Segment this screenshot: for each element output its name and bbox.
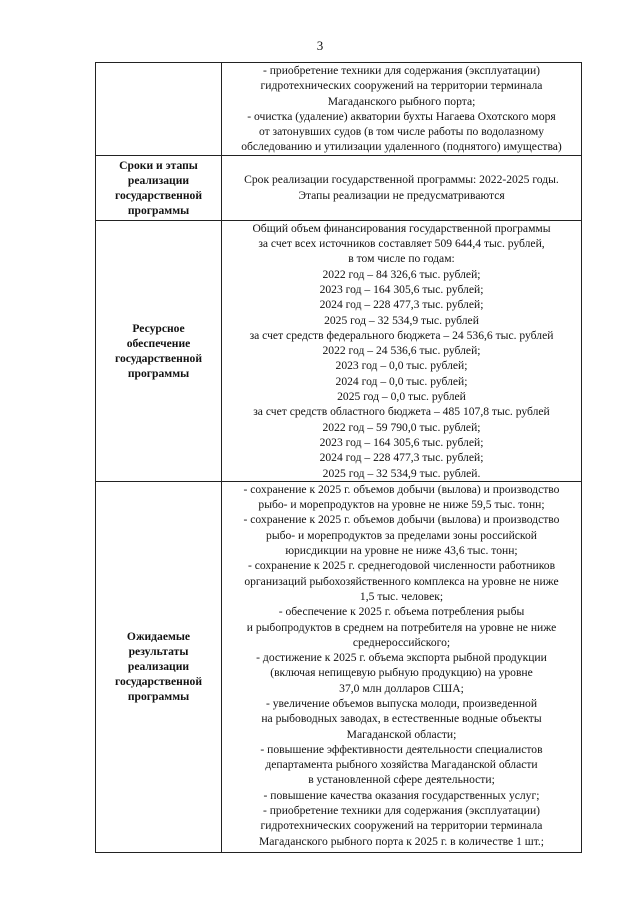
row-label-line: реализации (127, 660, 190, 674)
row-content-line: за счет всех источников составляет 509 644,4 тыс. рублей, (258, 237, 545, 251)
row-content-line: - очистка (удаление) акватории бухты Нагаева Охотского моря (247, 109, 556, 123)
row-label (96, 63, 222, 156)
row-content-line: Срок реализации государственной программы: 2022-2025 годы. (244, 173, 559, 187)
row-content-line: 2022 год – 24 536,6 тыс. рублей; (322, 344, 481, 358)
row-label-line: государственной (114, 188, 203, 202)
row-content (222, 481, 582, 852)
row-label-line: реализации (127, 173, 190, 187)
row-content-line: - сохранение к 2025 г. объемов добычи (вылова) и производство (243, 482, 560, 496)
table-row-resource-support (96, 220, 582, 481)
row-content-line: 2024 год – 228 477,3 тыс. рублей; (319, 451, 484, 465)
row-content-line: - сохранение к 2025 г. среднегодовой численности работников (247, 559, 556, 573)
row-content-line: гидротехнических сооружений на территории терминала (260, 819, 543, 833)
row-label (96, 155, 222, 220)
row-label-line: программы (127, 366, 190, 380)
row-label (96, 481, 222, 852)
row-content-line: Магаданского рыбного порта к 2025 г. в количестве 1 шт.; (258, 834, 545, 848)
row-content-line: 2023 год – 164 305,6 тыс. рублей; (319, 282, 484, 296)
row-content-line: - повышение качества оказания государственных услуг; (263, 788, 540, 802)
row-label-line: обеспечение (126, 336, 191, 350)
row-content-line: - приобретение техники для содержания (эксплуатации) (262, 64, 541, 77)
row-content-line: от затонувших судов (в том числе работы по водолазному (258, 125, 545, 139)
row-content-line: Этапы реализации не предусматриваются (298, 188, 505, 202)
row-content (222, 63, 582, 156)
row-label (96, 220, 222, 481)
row-label-line: Ожидаемые (126, 630, 191, 644)
table-row-measures-continued (96, 63, 582, 156)
row-content-line: юрисдикции на уровне не ниже 43,6 тыс. тонн; (285, 544, 518, 558)
row-content-line: на рыбоводных заводах, в естественные водные объекты (261, 712, 542, 726)
row-content (222, 220, 582, 481)
row-content-line: - повышение эффективности деятельности специалистов (260, 742, 543, 756)
row-content-line: - обеспечение к 2025 г. объема потребления рыбы (278, 605, 525, 619)
row-content-line: рыбо- и морепродуктов на уровне не ниже 59,5 тыс. тонн; (258, 498, 545, 512)
row-label-line: Ресурсное (132, 321, 185, 335)
row-content-line: 1,5 тыс. человек; (359, 589, 444, 603)
row-content-line: 2022 год – 59 790,0 тыс. рублей; (322, 420, 481, 434)
row-content-line: - увеличение объемов выпуска молоди, произведенной (265, 696, 538, 710)
row-content-line: 2025 год – 32 534,9 тыс. рублей. (322, 466, 481, 480)
row-content (222, 155, 582, 220)
row-content-line: 2025 год – 32 534,9 тыс. рублей (324, 313, 479, 327)
row-content-line: 2024 год – 0,0 тыс. рублей; (335, 374, 468, 388)
row-content-line: и рыбопродуктов в среднем на потребителя на уровне не ниже (246, 620, 557, 634)
row-label-line: государственной (114, 351, 203, 365)
row-label-line: государственной (114, 675, 203, 689)
row-content-line: Общий объем финансирования государственной программы (252, 221, 551, 235)
row-content-line: 2025 год – 0,0 тыс. рублей (337, 390, 466, 404)
row-content-line: в том числе по годам: (348, 252, 455, 266)
row-label-line: результаты (128, 645, 189, 659)
row-content-line: гидротехнических сооружений на территории терминала (260, 79, 543, 93)
row-content-line: среднероссийского; (352, 635, 451, 649)
table-row-expected-results (96, 481, 582, 852)
row-content-line: (включая непищевую рыбную продукцию) на уровне (270, 666, 533, 680)
row-content-line: организаций рыбохозяйственного комплекса на уровне не ниже (244, 574, 559, 588)
row-label-line: программы (127, 203, 190, 217)
row-content-line: департамента рыбного хозяйства Магаданской области (265, 758, 538, 772)
row-content-line: 2023 год – 164 305,6 тыс. рублей; (319, 435, 484, 449)
row-content-line: в установленной сфере деятельности; (308, 773, 495, 787)
row-content-line: Магаданской области; (346, 727, 457, 741)
row-content-line: 2022 год – 84 326,6 тыс. рублей; (322, 267, 481, 281)
row-label-line: Сроки и этапы (119, 158, 198, 172)
row-content-line: за счет средств областного бюджета – 485 107,8 тыс. рублей (253, 405, 550, 419)
row-content-line: 2023 год – 0,0 тыс. рублей; (335, 359, 468, 373)
row-content-line: - достижение к 2025 г. объема экспорта рыбной продукции (256, 651, 547, 665)
page-number: 3 (316, 38, 324, 53)
row-label-line: программы (127, 690, 190, 704)
row-content-line: 2024 год – 228 477,3 тыс. рублей; (319, 298, 484, 312)
row-content-line: 37,0 млн долларов США; (339, 681, 464, 695)
table-row-terms-and-stages (96, 155, 582, 220)
row-content-line: - приобретение техники для содержания (эксплуатации) (262, 804, 541, 818)
row-content-line: обследованию и утилизации удаленного (поднятого) имущества) (241, 140, 562, 154)
row-content-line: Магаданского рыбного порта; (327, 94, 476, 108)
row-content-line: - сохранение к 2025 г. объемов добычи (вылова) и производство (243, 513, 560, 527)
program-passport-table (95, 62, 582, 853)
row-content-line: рыбо- и морепродуктов за пределами зоны российской (266, 528, 537, 542)
row-content-line: за счет средств федерального бюджета – 24 536,6 тыс. рублей (249, 328, 554, 342)
